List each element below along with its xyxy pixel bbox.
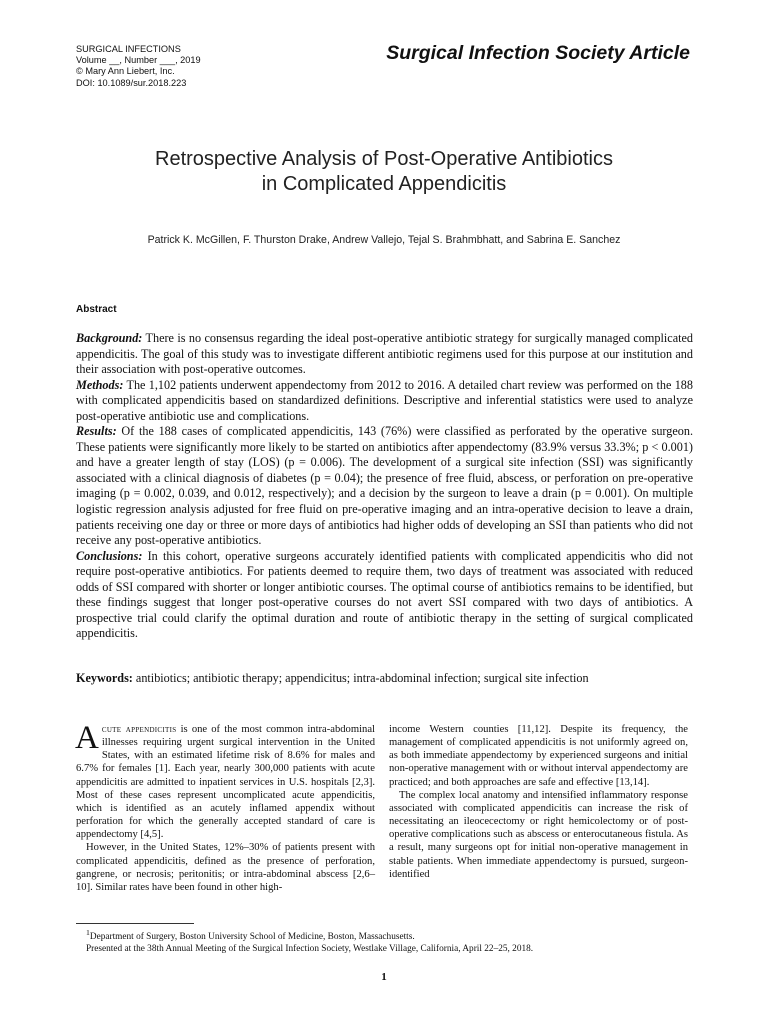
footnotes xyxy=(76,927,693,956)
journal-volume: Volume __, Number ___, 2019 xyxy=(76,55,201,66)
footnote-affiliation xyxy=(76,927,693,944)
footnote-marker: 1 xyxy=(86,928,90,937)
abstract-conclusions-label: Conclusions: xyxy=(76,548,143,563)
abstract-results xyxy=(76,424,693,548)
body-paragraph-1-text: is one of the most common intra-abdominal illnesses requiring urgent surgical intervention in the United States, with an estimated lifetime risk of 8.6% for males and 6.7% for females [1]. Each year, nearly 300,000 patients with acute appendicitis are admitted to inpatient services in U.S. hospitals [2,3]. Most of these cases represent uncomplicated acute appendicitis, which is identified as an acutely inflamed appendix without perforation for which the generally accepted standard of care is appendectomy [4,5]. xyxy=(76,724,375,841)
article-title-line-2: in Complicated Appendicitis xyxy=(261,173,507,195)
footnote-affiliation-text: Department of Surgery, Boston University School of Medicine, Boston, Massachusetts. xyxy=(89,932,415,943)
journal-name: SURGICAL INFECTIONS xyxy=(76,44,181,54)
keywords-text: antibiotics; antibiotic therapy; appendicitus; intra-abdominal infection; surgical site infection xyxy=(135,671,589,685)
journal-copyright: © Mary Ann Liebert, Inc. xyxy=(76,66,175,77)
abstract-methods-text: The 1,102 patients underwent appendectomy from 2012 to 2016. A detailed chart review was performed on the 188 with complicated appendicitis based on standardized definitions. Descriptive and inferential statistics were used to analyze post-operative antibiotic use and complications. xyxy=(76,377,693,423)
article-section-label: Surgical Infection Society Article xyxy=(386,42,690,64)
abstract-background-label: Background: xyxy=(76,331,143,345)
abstract-background-text: There is no consensus regarding the ideal post-operative antibiotic strategy for surgically managed complicated appendicitis. The goal of this study was to investigate different antibiotic regimens used for this purpose at our institution and their association with post-operative outcomes. xyxy=(76,331,693,377)
drop-cap: A xyxy=(75,720,99,756)
article-title xyxy=(60,147,708,197)
body-paragraph-2-continued: income Western counties [11,12]. Despite its frequency, the management of complicated appendicitis is not uniformly agreed on, as both immediate appendectomy by experienced surgeons and initial non-operative management with or without interval appendectomy are practiced; and both approaches are safe and effective [13,14]. xyxy=(389,724,688,788)
abstract-body xyxy=(76,331,693,642)
keywords xyxy=(76,671,693,687)
page-number: 1 xyxy=(381,971,387,983)
abstract-conclusions xyxy=(76,549,693,642)
body-paragraph-2 xyxy=(76,841,375,894)
abstract-results-label: Results: xyxy=(76,424,117,439)
footnote-presented: Presented at the 38th Annual Meeting of the Surgical Infection Society, Westlake Village, California, April 22–25, 2018. xyxy=(86,943,534,954)
abstract-background xyxy=(76,331,693,378)
journal-header xyxy=(76,44,201,89)
abstract-methods-label: Methods: xyxy=(76,377,124,392)
abstract-heading: Abstract xyxy=(76,304,117,315)
abstract-results-text: Of the 188 cases of complicated appendicitis, 143 (76%) were classified as perforated by the operative surgeon. These patients were significantly more likely to be started on antibiotics after appendectomy (83.9% versus 33.3%; p < 0.001) and have a greater length of stay (LOS) (p = 0.006). The development of a surgical site infection (SSI) was significantly associated with a clinical diagnosis of diabetes (p = 0.04); the presence of free fluid, abscess, or perforation on pre-operative imaging (p = 0.002, 0.039, and 0.012, respectively); and a decision by the surgeon to leave a drain (p = 0.001). On multiple logistic regression analysis adjusted for free fluid on pre-operative imaging and an intra-operative decision to leave a drain, patients receiving one day or three or more days of antibiotics had higher odds of developing an SSI than patients who did not receive any post-operative antibiotics. xyxy=(76,424,693,548)
author-list: Patrick K. McGillen, F. Thurston Drake, Andrew Vallejo, Tejal S. Brahmbhatt, and Sabrina E. Sanchez xyxy=(147,234,621,246)
intro-small-caps: cute appendicitis xyxy=(101,724,177,735)
footnote-divider xyxy=(76,923,194,924)
keywords-label: Keywords: xyxy=(76,671,133,685)
article-title-line-1: Retrospective Analysis of Post-Operative Antibiotics xyxy=(155,148,613,170)
abstract-conclusions-text: In this cohort, operative surgeons accurately identified patients with complicated appendicitis who did not require post-operative antibiotics. For patients deemed to require them, two days of treatment was associated with reduced odds of SSI compared with shorter or longer antibiotic courses. The optimal course of antibiotics remains to be identified, but these findings suggest that longer post-operative courses do not avert SSI compared with two days of antibiotics. A prospective trial could clarify the optimal duration and route of antibiotic therapy in the setting of surgical complicated appendicitis. xyxy=(76,548,693,641)
body-column-left xyxy=(75,720,375,894)
body-paragraph-3: The complex local anatomy and intensified inflammatory response associated with complicated appendicitis can increase the risk of necessitating an ileocecectomy or right hemicolectomy or of post-operative complications such as abscess or enterocutaneous fistula. As a result, many surgeons opt for initial non-operative management in stable patients. When immediate appendectomy is pursued, surgeon-identified xyxy=(389,789,688,880)
body-paragraph-2-text: However, in the United States, 12%–30% of patients present with complicated appendicitis, defined as the presence of perforation, gangrene, or necrosis; peritonitis; or intra-abdominal abscess [2,6–10]. Similar rates have been found in other high- xyxy=(76,842,375,893)
abstract-methods xyxy=(76,378,693,425)
body-paragraph-1 xyxy=(75,720,375,841)
journal-doi: DOI: 10.1089/sur.2018.223 xyxy=(76,77,187,88)
body-column-right xyxy=(389,723,688,881)
